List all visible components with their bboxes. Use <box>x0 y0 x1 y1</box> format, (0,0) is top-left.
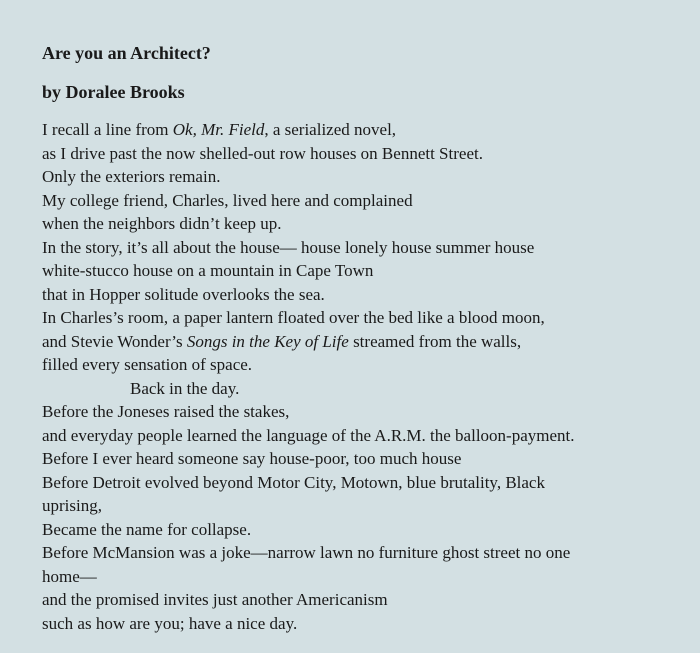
poem-line: home— <box>42 566 97 586</box>
poem-line: filled every sensation of space. <box>42 355 253 374</box>
line-text: , a serialized novel, <box>264 120 397 139</box>
poem-line: and the promised invites just another Americanism <box>42 590 388 609</box>
poem-line: when the neighbors didn’t keep up. <box>42 214 282 233</box>
poem-line: such as how are you; have a nice day. <box>42 613 298 633</box>
poem-line <box>42 330 700 354</box>
line-text: and Stevie Wonder’s <box>42 331 187 351</box>
poem-line: Only the exteriors remain. <box>42 167 221 186</box>
poem-body <box>42 118 700 635</box>
poem-byline: by Doralee Brooks <box>42 82 185 102</box>
poem-line: In Charles’s room, a paper lantern floated over the bed like a blood moon, <box>42 308 545 327</box>
poem-line <box>42 118 700 142</box>
poem-line: Before McMansion was a joke—narrow lawn no furniture ghost street no one <box>42 543 571 562</box>
poem-line: Before the Joneses raised the stakes, <box>42 402 290 421</box>
line-text: I recall a line from <box>42 120 173 139</box>
album-title: Songs in the Key of Life <box>186 331 349 351</box>
novel-title: Ok, Mr. Field <box>172 120 265 139</box>
poem-line: as I drive past the now shelled-out row houses on Bennett Street. <box>42 143 483 163</box>
poem-line: uprising, <box>42 496 102 515</box>
poem-line: and everyday people learned the language of the A.R.M. the balloon-payment. <box>42 425 575 445</box>
poem-line-indented: Back in the day. <box>130 378 240 398</box>
poem-line: Before I ever heard someone say house-poor, too much house <box>42 449 462 468</box>
poem-title: Are you an Architect? <box>42 43 211 63</box>
poem-line: Before Detroit evolved beyond Motor City, Motown, blue brutality, Black <box>42 472 545 492</box>
line-text: streamed from the walls, <box>348 331 522 351</box>
poem-line: In the story, it’s all about the house— house lonely house summer house <box>42 237 535 257</box>
poem-line: My college friend, Charles, lived here and complained <box>42 190 413 210</box>
poem-line: that in Hopper solitude overlooks the sea. <box>42 284 325 304</box>
poem-line: Became the name for collapse. <box>42 519 252 539</box>
poem-line: white-stucco house on a mountain in Cape Town <box>42 261 374 280</box>
